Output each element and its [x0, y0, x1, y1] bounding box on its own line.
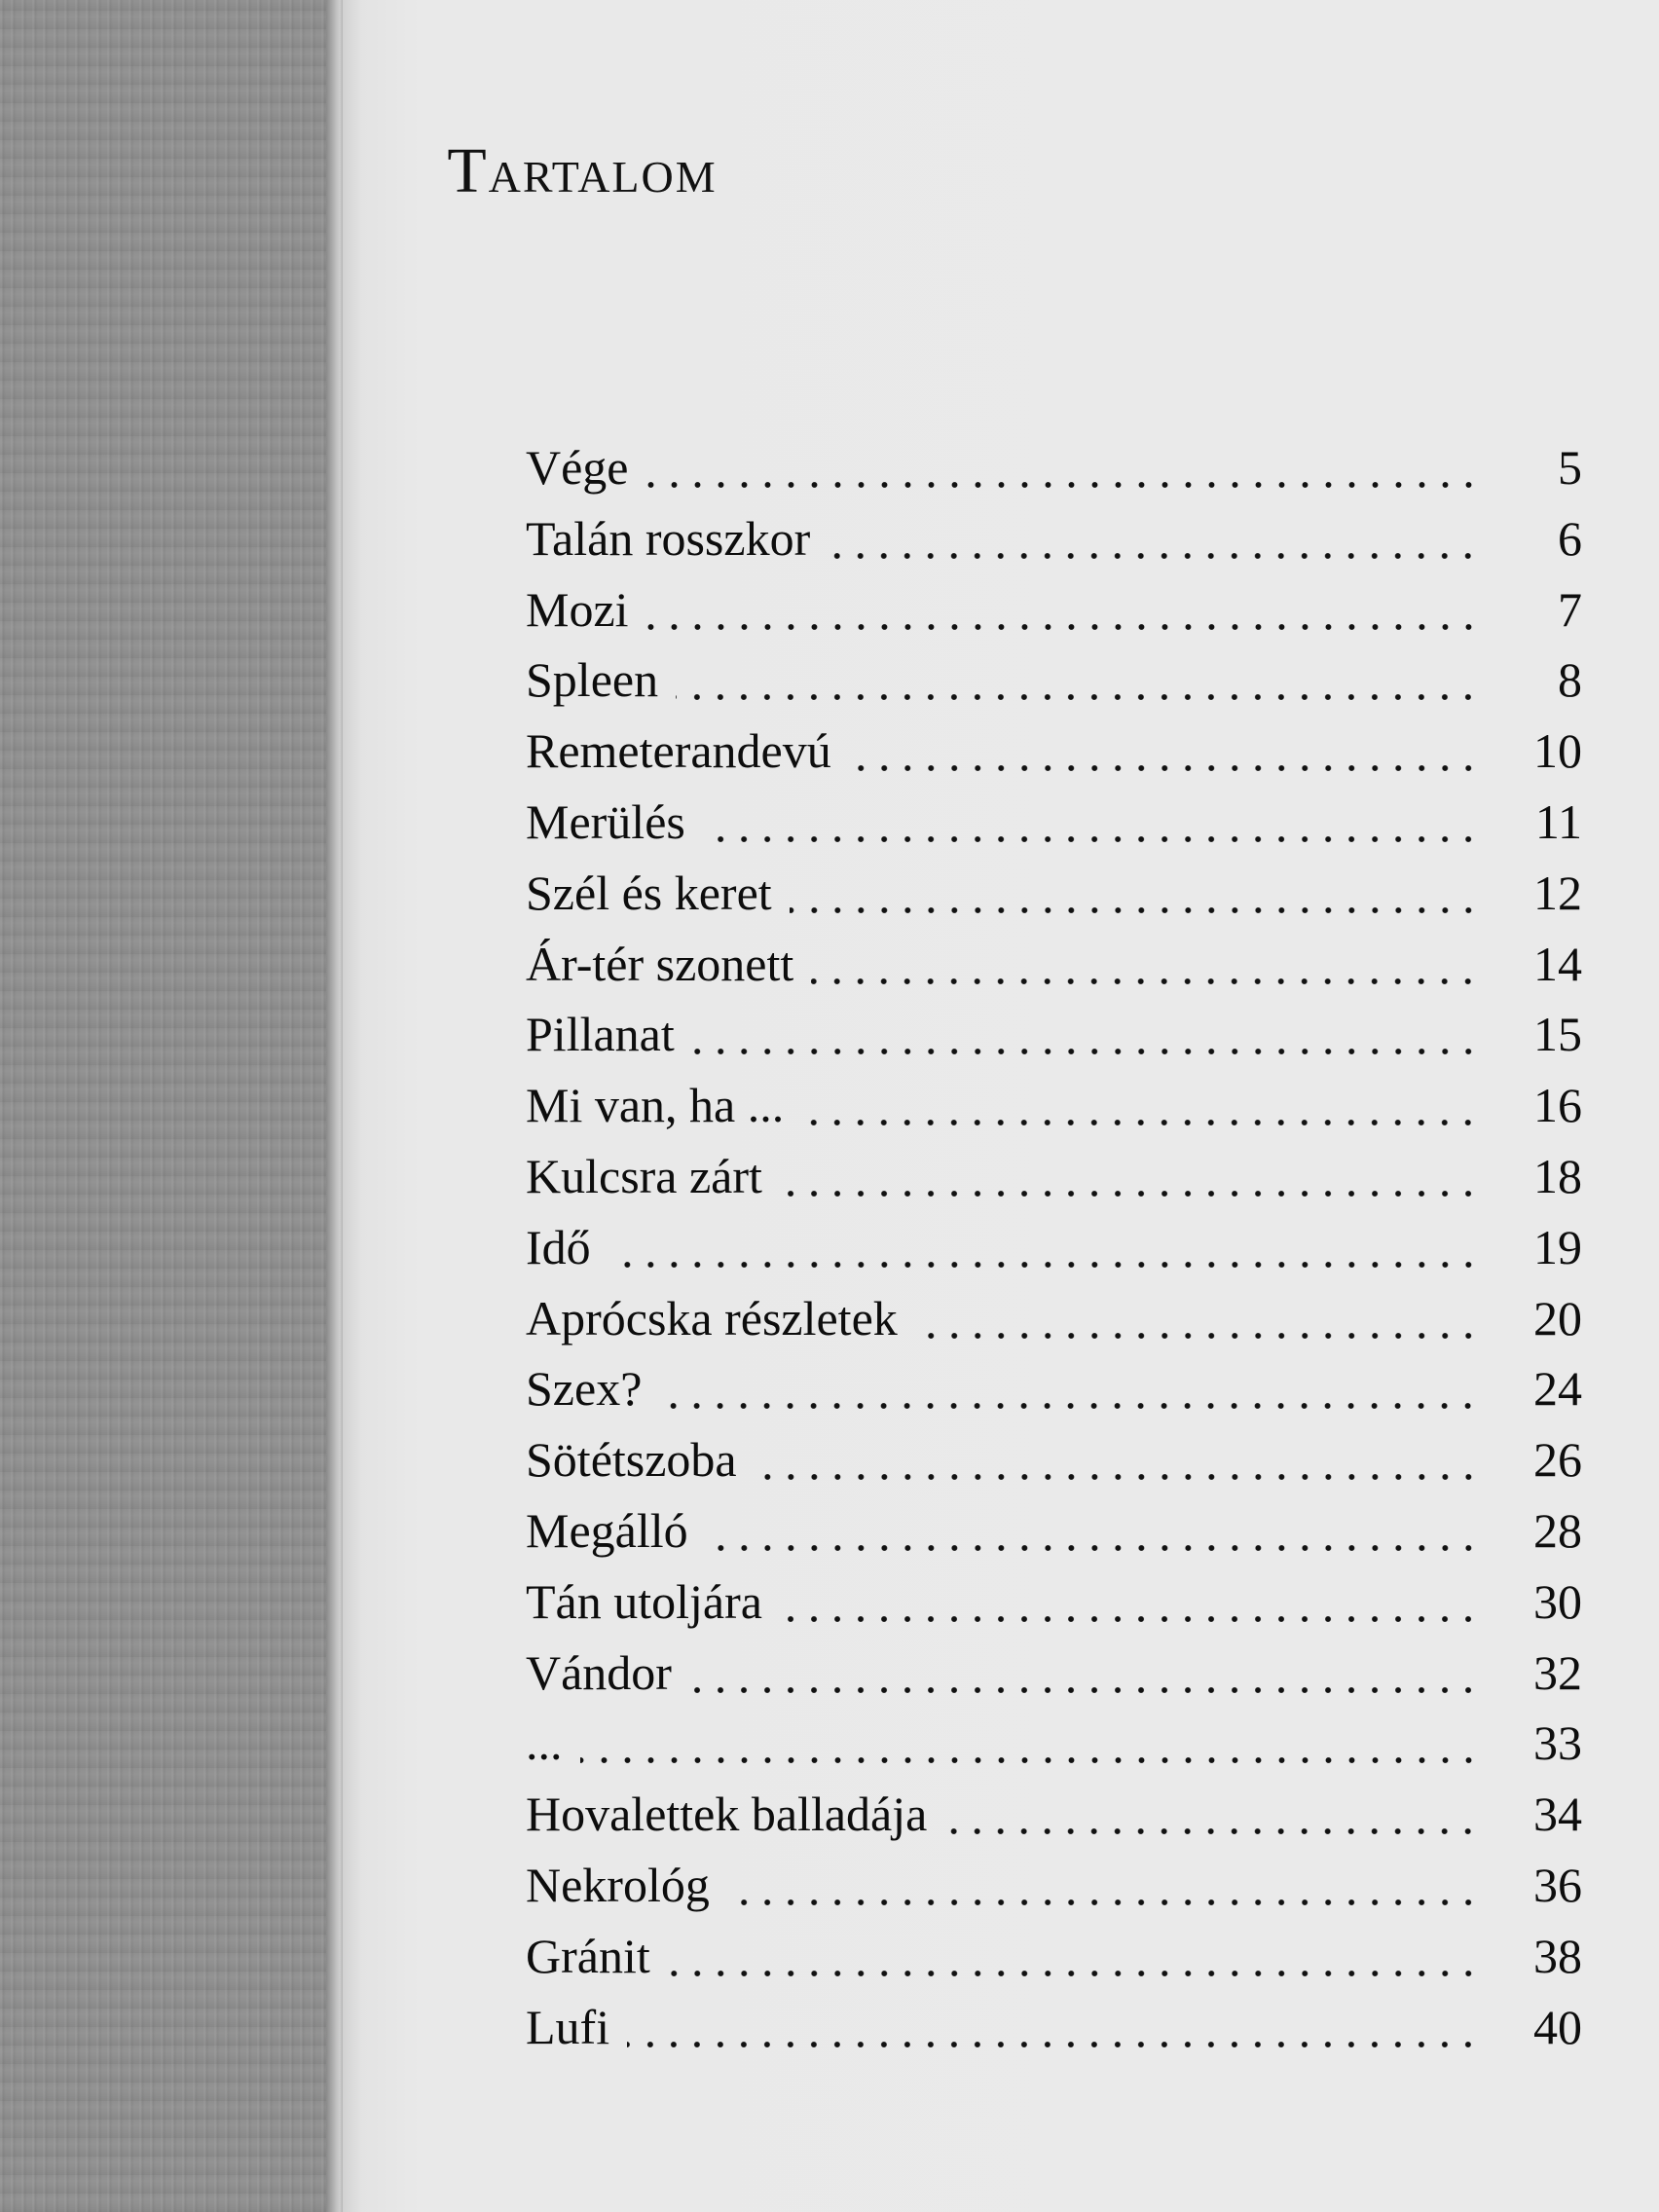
toc-entry-page-number: 10 [1533, 723, 1582, 779]
toc-entry [526, 1071, 1582, 1133]
toc-entry [526, 1567, 1582, 1630]
toc-entry-title: Gránit [526, 1928, 650, 1983]
dot-leader [676, 645, 1480, 708]
toc-entry-page-number: 33 [1533, 1715, 1582, 1771]
toc-entry-title: Pillanat [526, 1007, 675, 1062]
dot-leader [689, 1639, 1480, 1701]
dot-leader [706, 1496, 1480, 1559]
toc-entry [526, 1284, 1582, 1346]
toc-entry-title: Megálló [526, 1503, 688, 1558]
toc-entry-title: Merülés [526, 794, 685, 849]
dot-leader [780, 1567, 1480, 1630]
toc-entry-page-number: 15 [1533, 1007, 1582, 1062]
toc-entry [526, 1142, 1582, 1204]
dot-leader [580, 1709, 1481, 1771]
dot-leader [944, 1780, 1480, 1842]
toc-entry-title: Szex? [526, 1361, 643, 1417]
toc-entry [526, 575, 1582, 638]
toc-entry-page-number: 20 [1533, 1290, 1582, 1346]
toc-entry-title: ... [526, 1715, 563, 1771]
page-title: Tartalom [447, 135, 718, 206]
toc-entry-page-number: 16 [1533, 1078, 1582, 1133]
toc-entry-page-number: 6 [1558, 510, 1582, 566]
toc-entry-page-number: 8 [1558, 652, 1582, 708]
toc-entry [526, 859, 1582, 921]
dot-leader [849, 717, 1480, 779]
toc-entry [526, 1496, 1582, 1559]
dot-leader [727, 1851, 1480, 1913]
dot-leader [668, 1922, 1480, 1984]
dot-leader [828, 504, 1480, 567]
toc-entry [526, 645, 1582, 708]
toc-entry [526, 1851, 1582, 1913]
toc-entry-page-number: 18 [1533, 1149, 1582, 1203]
toc-entry-page-number: 32 [1533, 1644, 1582, 1700]
toc-entry-title: Tán utoljára [526, 1573, 762, 1629]
toc-entry [526, 1354, 1582, 1417]
toc-entry-page-number: 14 [1533, 936, 1582, 991]
toc-entry [526, 1993, 1582, 2055]
toc-entry-title: Aprócska részletek [526, 1290, 898, 1346]
dot-leader [811, 930, 1480, 992]
toc-entry-page-number: 12 [1533, 865, 1582, 920]
toc-entry [526, 1213, 1582, 1275]
dot-leader [646, 433, 1481, 496]
toc-entry-page-number: 30 [1533, 1573, 1582, 1629]
toc-entry-page-number: 19 [1533, 1219, 1582, 1274]
toc-entry-page-number: 26 [1533, 1432, 1582, 1488]
toc-entry-title: Idő [526, 1219, 591, 1274]
dot-leader [915, 1284, 1480, 1346]
toc-entry-page-number: 40 [1533, 1999, 1582, 2054]
dot-leader [627, 1993, 1480, 2055]
toc-entry-page-number: 28 [1533, 1503, 1582, 1558]
toc-entry [526, 1000, 1582, 1062]
dot-leader [646, 575, 1480, 638]
toc-entry-title: Vége [526, 440, 629, 495]
dot-leader [703, 788, 1480, 850]
toc-entry [526, 930, 1582, 992]
toc-entry-title: Vándor [526, 1644, 672, 1700]
toc-entry-title: Sötétszoba [526, 1432, 737, 1488]
dot-leader [801, 1071, 1480, 1133]
toc-entry-page-number: 24 [1533, 1361, 1582, 1417]
toc-entry-title: Kulcsra zárt [526, 1149, 762, 1203]
dot-leader [692, 1000, 1480, 1062]
toc-entry-title: Lufi [526, 1999, 610, 2054]
toc-entry [526, 433, 1582, 496]
toc-entry-title: Talán rosszkor [526, 510, 811, 566]
toc-entry [526, 1780, 1582, 1842]
dot-leader [790, 859, 1480, 921]
toc-entry [526, 788, 1582, 850]
toc-entry [526, 1639, 1582, 1701]
toc-entry-page-number: 11 [1534, 794, 1582, 849]
toc-entry-title: Mi van, ha ... [526, 1078, 785, 1133]
toc-entry [526, 717, 1582, 779]
toc-entry [526, 504, 1582, 567]
toc-entry [526, 1425, 1582, 1488]
toc-entry-page-number: 36 [1533, 1858, 1582, 1912]
toc-entry-title: Nekrológ [526, 1858, 710, 1912]
toc-entry [526, 1922, 1582, 1984]
toc-entry-title: Mozi [526, 581, 629, 637]
toc-entry-page-number: 34 [1533, 1787, 1582, 1842]
toc-entry-title: Remeterandevú [526, 723, 831, 779]
toc-entry [526, 1709, 1582, 1771]
dot-leader [608, 1213, 1480, 1275]
dot-leader [659, 1354, 1480, 1417]
toc-entry-page-number: 5 [1558, 440, 1582, 495]
toc-entry-title: Spleen [526, 652, 659, 708]
dot-leader [780, 1142, 1480, 1204]
toc-entry-page-number: 38 [1533, 1928, 1582, 1983]
toc-entry-title: Szél és keret [526, 865, 772, 920]
dot-leader [755, 1425, 1480, 1488]
toc-entry-title: Hovalettek balladája [526, 1787, 928, 1842]
toc-entry-title: Ár-tér szonett [526, 936, 794, 991]
toc-entry-page-number: 7 [1558, 581, 1582, 637]
